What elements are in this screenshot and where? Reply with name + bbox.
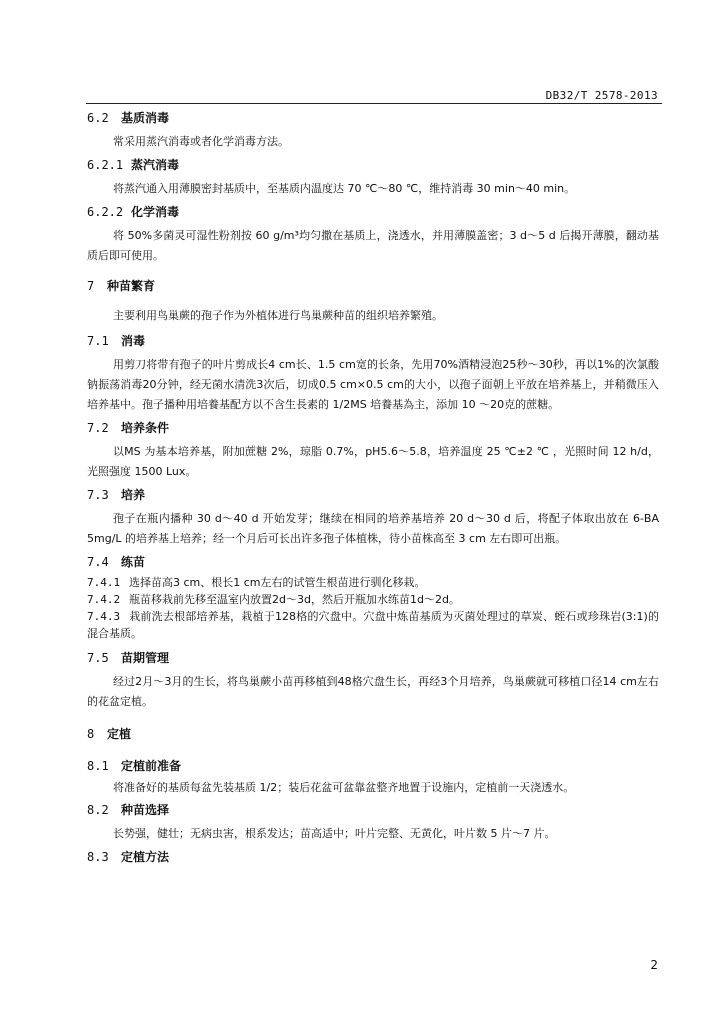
section-title: 蒸汽消毒	[131, 158, 180, 172]
paragraph-7-5: 经过2月～3月的生长，将鸟巢蕨小苗再移植到48格穴盘生长，再经3个月培养，鸟巢蕨就可移植口径14 cm左右的花盆定植。	[87, 675, 659, 708]
item-number: 7.4.3	[87, 610, 121, 623]
section-number: 8.2	[87, 803, 109, 817]
heading-7-1	[87, 333, 659, 349]
heading-7-5	[87, 650, 659, 666]
paragraph-7: 主要利用鸟巢蕨的孢子作为外植体进行鸟巢蕨种苗的组织培养繁殖。	[113, 309, 443, 322]
document-body	[87, 110, 659, 865]
section-number: 7.3	[87, 488, 109, 502]
section-number: 8.1	[87, 759, 109, 773]
section-number: 8	[87, 727, 95, 741]
section-title: 种苗繁育	[107, 279, 156, 293]
section-number: 8.3	[87, 850, 109, 864]
heading-7-3	[87, 487, 659, 503]
section-title: 培养	[121, 488, 146, 502]
heading-8-1	[87, 758, 659, 774]
heading-8-3	[87, 849, 659, 865]
paragraph-7-1: 用剪刀将带有孢子的叶片剪成长4 cm长、1.5 cm宽的长条，先用70%酒精浸泡25秒～30秒，再以1%的次氯酸钠振荡消毒20分钟，经无菌水清洗3次后，切成0.5 cm×0.5 cm的大小，以孢子面朝上平放在培养基上，并稍微压入培养基中。孢子播种用培養基配方以不含生長素的 1/2MS 培養基為主，添加 10 ～20克的蔗糖。	[87, 358, 659, 411]
item-text: 瓶苗移栽前先移至温室内放置2d～3d，然后开瓶加水练苗1d～2d。	[129, 593, 460, 606]
section-title: 种苗选择	[121, 803, 170, 817]
section-number: 7.5	[87, 651, 109, 665]
section-title: 化学消毒	[131, 205, 180, 219]
heading-7	[87, 278, 659, 294]
section-number: 7.1	[87, 334, 109, 348]
paragraph-8-1: 将准备好的基质每盆先装基质 1/2；装后花盆可盆靠盆整齐地置于设施内，定植前一天浇透水。	[113, 781, 575, 794]
section-number: 7.4	[87, 555, 109, 569]
item-text: 栽前洗去根部培养基，栽植于128格的穴盘中。穴盘中炼苗基质为灭菌处理过的草炭、蛭石或珍珠岩(3:1)的混合基质。	[87, 610, 659, 640]
heading-6-2-1	[87, 157, 659, 173]
list-item-7-4-1	[87, 574, 659, 591]
section-title: 定植前准备	[121, 759, 182, 773]
section-number: 6.2.1	[87, 158, 124, 172]
paragraph-8-2: 长势强，健壮；无病虫害，根系发达；苗高适中；叶片完整、无黄化，叶片数 5 片～7 片。	[113, 827, 556, 840]
item-text: 选择苗高3 cm、根长1 cm左右的试管生根苗进行驯化移栽。	[129, 576, 426, 589]
heading-7-4	[87, 554, 659, 570]
section-title: 基质消毒	[121, 111, 170, 125]
heading-8	[87, 726, 659, 742]
paragraph-7-2: 以MS 为基本培养基，附加蔗糖 2%，琼脂 0.7%，pH5.6～5.8，培养温度 25 ℃±2 ℃ ，光照时间 12 h/d，光照强度 1500 Lux。	[87, 445, 659, 478]
section-title: 培养条件	[121, 421, 170, 435]
section-number: 7.2	[87, 421, 109, 435]
section-title: 消毒	[121, 334, 146, 348]
list-item-7-4-2	[87, 591, 659, 608]
section-title: 苗期管理	[121, 651, 170, 665]
section-number: 7	[87, 279, 95, 293]
section-number: 6.2.2	[87, 205, 124, 219]
heading-8-2	[87, 802, 659, 818]
heading-7-2	[87, 420, 659, 436]
paragraph-6-2: 常采用蒸汽消毒或者化学消毒方法。	[113, 135, 289, 148]
section-title: 定植方法	[121, 850, 170, 864]
header-divider	[86, 103, 662, 104]
list-item-7-4-3	[87, 608, 659, 642]
paragraph-6-2-2: 将 50%多菌灵可湿性粉剂按 60 g/m³均匀撒在基质上，浇透水，并用薄膜盖密；3 d～5 d 后揭开薄膜，翻动基质后即可使用。	[87, 229, 659, 262]
item-number: 7.4.1	[87, 576, 121, 589]
section-title: 练苗	[121, 555, 146, 569]
paragraph-6-2-1: 将蒸汽通入用薄膜密封基质中，至基质内温度达 70 ℃～80 ℃，维持消毒 30 min～40 min。	[113, 182, 576, 195]
section-number: 6.2	[87, 111, 109, 125]
page-number: 2	[650, 958, 658, 972]
heading-6-2-2	[87, 204, 659, 220]
section-title: 定植	[107, 727, 132, 741]
paragraph-7-3: 孢子在瓶内播种 30 d～40 d 开始发芽；继续在相同的培养基培养 20 d～30 d 后，将配子体取出放在 6-BA 5mg/L 的培养基上培养；经一个月后可长出许多孢子体植株，待小苗株高至 3 cm 左右即可出瓶。	[87, 512, 659, 545]
item-number: 7.4.2	[87, 593, 121, 606]
document-code: DB32/T 2578-2013	[545, 89, 658, 102]
heading-6-2	[87, 110, 659, 126]
